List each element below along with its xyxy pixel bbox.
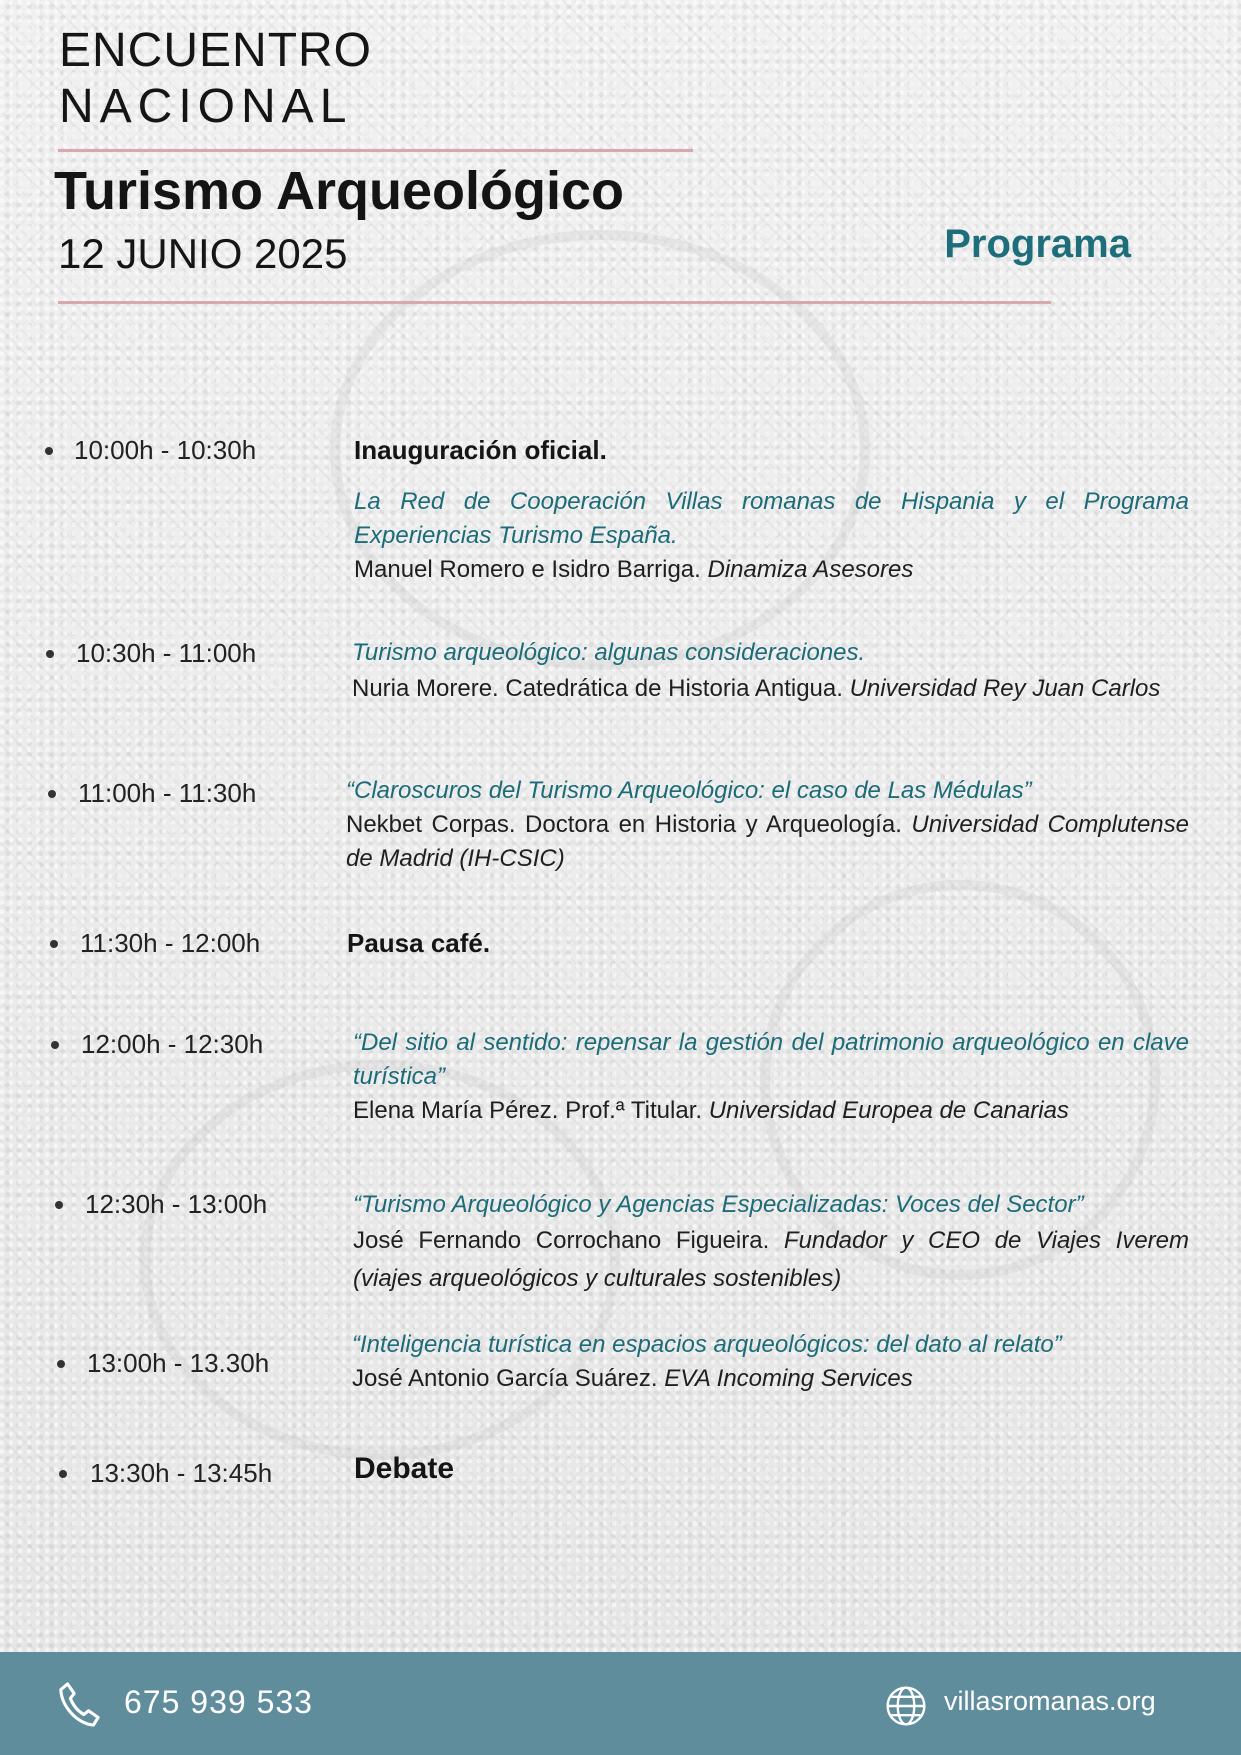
speaker-affiliation: EVA Incoming Services	[664, 1365, 913, 1392]
globe-icon	[884, 1684, 928, 1733]
item-content	[353, 1188, 1189, 1298]
talk-title: “Inteligencia turística en espacios arqueológicos: del dato al relato”	[352, 1331, 1062, 1358]
talk-title: “Del sitio al sentido: repensar la gestión del patrimonio arqueológico en clave turística”	[353, 1029, 1189, 1090]
time-slot: 10:00h - 10:30h	[74, 435, 257, 465]
time-slot: 11:30h - 12:00h	[80, 928, 261, 958]
footer	[0, 1652, 1241, 1755]
speaker-affiliation: Fundador y CEO de Viajes Iverem (viajes arqueológicos y culturales sostenibles)	[353, 1227, 1190, 1292]
header-line-1: ENCUENTRO	[59, 24, 373, 77]
speaker-affiliation: Universidad Rey Juan Carlos	[849, 675, 1161, 702]
event-date: 12 JUNIO 2025	[58, 230, 348, 277]
event-title: Turismo Arqueológico	[54, 161, 625, 221]
speaker	[352, 1362, 1189, 1396]
bullet	[46, 650, 54, 658]
time-slot: 13:30h - 13:45h	[90, 1458, 273, 1488]
speaker-affiliation: Universidad Complutense de Madrid (IH-CSIC)	[346, 811, 1189, 872]
bullet	[48, 790, 56, 798]
speaker-affiliation: Dinamiza Asesores	[707, 556, 914, 583]
bullet	[59, 1470, 67, 1478]
header-divider-bottom	[58, 301, 1051, 304]
item-content	[346, 774, 1189, 876]
time-slot: 13:00h - 13.30h	[87, 1348, 270, 1378]
speaker	[353, 1094, 1189, 1128]
item-content	[352, 1328, 1189, 1396]
speaker-affiliation: Universidad Europea de Canarias	[708, 1097, 1069, 1124]
time-slot: 11:00h - 11:30h	[78, 778, 257, 808]
bullet	[50, 940, 58, 948]
website-link[interactable]: villasromanas.org	[944, 1686, 1156, 1716]
speaker-name: Elena María Pérez. Prof.ª Titular.	[353, 1097, 703, 1124]
item-content	[354, 433, 1189, 587]
item-heading: Pausa café.	[347, 928, 491, 958]
speaker-name: Nuria Morere. Catedrática de Historia Antigua.	[352, 675, 843, 702]
item-content	[347, 926, 1189, 960]
section-label: Programa	[944, 222, 1131, 266]
item-heading: Debate	[354, 1452, 455, 1485]
bullet	[55, 1201, 63, 1209]
bullet	[45, 447, 53, 455]
bullet	[57, 1360, 65, 1368]
item-heading: Inauguración oficial.	[354, 435, 607, 465]
speaker	[346, 808, 1189, 876]
speaker	[354, 553, 1189, 587]
talk-title: Turismo arqueológico: algunas consideraciones.	[352, 639, 866, 666]
speaker-name: Nekbet Corpas. Doctora en Historia y Arqueología.	[346, 811, 902, 838]
talk-title: “Claroscuros del Turismo Arqueológico: el caso de Las Médulas”	[346, 777, 1032, 804]
speaker-name: Manuel Romero e Isidro Barriga.	[354, 556, 701, 583]
talk-title: La Red de Cooperación Villas romanas de Hispania y el Programa Experiencias Turismo España.	[354, 488, 1189, 549]
header-divider-top	[58, 149, 693, 152]
phone-icon	[56, 1680, 102, 1735]
speaker-name: José Fernando Corrochano Figueira.	[353, 1227, 770, 1254]
time-slot: 12:00h - 12:30h	[81, 1029, 264, 1059]
item-content	[353, 1026, 1189, 1128]
speaker	[352, 670, 1189, 708]
item-content	[352, 636, 1189, 708]
time-slot: 12:30h - 13:00h	[85, 1189, 268, 1219]
speaker-name: José Antonio García Suárez.	[352, 1365, 658, 1392]
talk-title: “Turismo Arqueológico y Agencias Especializadas: Voces del Sector”	[353, 1191, 1084, 1218]
item-content	[354, 1452, 1189, 1486]
speaker	[353, 1222, 1189, 1298]
phone-number[interactable]: 675 939 533	[124, 1684, 313, 1720]
time-slot: 10:30h - 11:00h	[76, 638, 257, 668]
bullet	[51, 1041, 59, 1049]
header-line-2: NACIONAL	[59, 80, 353, 133]
